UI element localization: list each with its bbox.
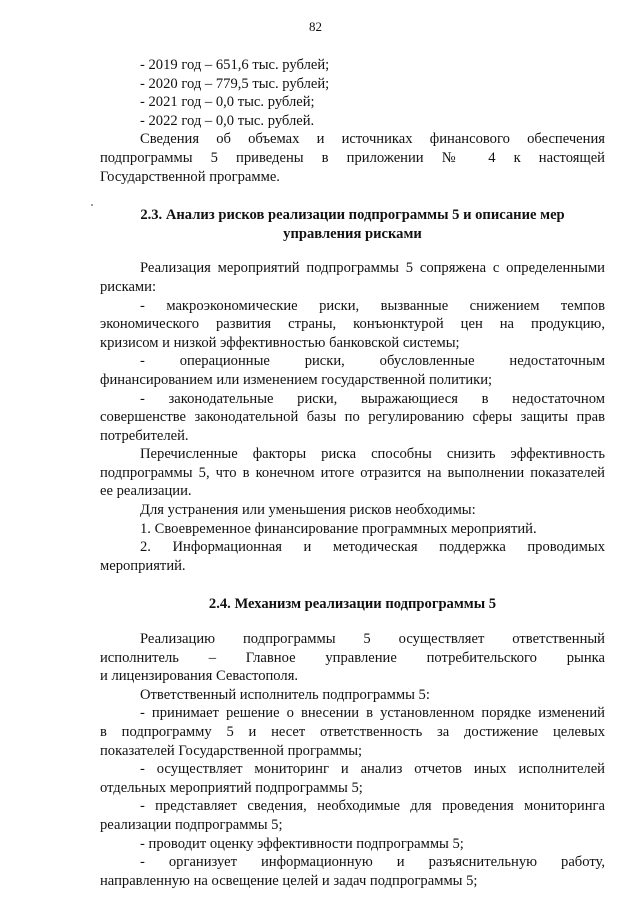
text-line: Реализация мероприятий подпрограммы 5 сопряжена с определенными	[140, 260, 605, 277]
executor-duty-4: - проводит оценку эффективности подпрограммы 5;	[140, 835, 464, 852]
heading-line: 2.3. Анализ рисков реализации подпрограммы 5 и описание мер	[140, 207, 565, 224]
text-line: подпрограммы 5, что в конечном итоге отразится на выполнении показателей	[100, 464, 605, 481]
text-line: рисками:	[100, 278, 157, 295]
text-line: экономического развития страны, конъюнктурой цен на продукцию,	[100, 316, 605, 333]
text-line: отдельных мероприятий подпрограммы 5;	[100, 779, 363, 796]
text-line: совершенстве законодательной базы по регулированию сферы защиты прав	[100, 409, 605, 426]
text-line: кризисом и низкой эффективностью банковской системы;	[100, 334, 460, 351]
measures-intro-line: Для устранения или уменьшения рисков необходимы:	[140, 502, 476, 519]
text-line: - организует информационную и разъяснительную работу,	[140, 854, 605, 871]
page-number: 82	[309, 19, 322, 34]
text-line: финансированием или изменением государственной политики;	[100, 371, 493, 388]
risk-factors-paragraph	[100, 445, 605, 501]
measure-item-2	[100, 538, 605, 575]
funding-year-line: - 2020 год – 779,5 тыс. рублей;	[140, 75, 330, 92]
executor-duty-1	[100, 704, 605, 760]
executor-intro-line: Ответственный исполнитель подпрограммы 5:	[140, 686, 430, 703]
text-line: и лицензирования Севастополя.	[100, 668, 299, 685]
text-line: ее реализации.	[100, 483, 192, 500]
text-line: мероприятий.	[100, 557, 186, 574]
text-line: Реализацию подпрограммы 5 осуществляет ответственный	[140, 631, 605, 648]
text-line: подпрограммы 5 приведены в приложении № 4 к настоящей	[100, 149, 605, 166]
section-heading-2-3	[100, 206, 605, 243]
text-line: направленную на освещение целей и задач подпрограммы 5;	[100, 872, 478, 889]
funding-year-line: - 2022 год – 0,0 тыс. рублей.	[140, 112, 315, 129]
measure-item-1: 1. Своевременное финансирование программных мероприятий.	[140, 520, 537, 537]
text-line: - принимает решение о внесении в установленном порядке изменений	[140, 705, 605, 722]
text-line: - операционные риски, обусловленные недостаточным	[140, 353, 605, 370]
risk-item-operational	[100, 352, 605, 389]
text-line: - осуществляет мониторинг и анализ отчетов иных исполнителей	[140, 761, 605, 778]
text-line: Перечисленные факторы риска способны снизить эффективность	[140, 446, 605, 463]
risk-item-legislative	[100, 390, 605, 446]
mechanism-paragraph	[100, 630, 605, 686]
page-body	[100, 56, 605, 890]
scan-speck	[91, 204, 93, 206]
heading-line: управления рисками	[283, 225, 422, 242]
text-line: - макроэкономические риски, вызванные снижением темпов	[140, 297, 605, 314]
text-line: - законодательные риски, выражающиеся в недостаточном	[140, 390, 605, 407]
text-line: - представляет сведения, необходимые для проведения мониторинга	[140, 798, 605, 815]
funding-year-line: - 2019 год – 651,6 тыс. рублей;	[140, 57, 330, 73]
executor-duty-3	[100, 797, 605, 834]
text-line: реализации подпрограммы 5;	[100, 816, 283, 833]
funding-year-list	[100, 56, 605, 130]
text-line: в подпрограмму 5 и несет ответственность за достижение целевых	[100, 724, 605, 740]
section-heading-2-4: 2.4. Механизм реализации подпрограммы 5	[208, 596, 497, 613]
funding-year-line: - 2021 год – 0,0 тыс. рублей;	[140, 94, 315, 111]
risk-item-macroeconomic	[100, 297, 605, 353]
text-line: показателей Государственной программы;	[100, 742, 363, 759]
executor-duty-5	[100, 853, 605, 890]
executor-duty-2	[100, 760, 605, 797]
text-line: Государственной программе.	[100, 168, 280, 185]
text-line: потребителей.	[100, 427, 189, 444]
risks-intro-paragraph	[100, 259, 605, 296]
text-line: 2. Информационная и методическая поддержка проводимых	[140, 539, 605, 556]
funding-paragraph	[100, 130, 605, 186]
text-line: исполнитель – Главное управление потребительского рынка	[100, 649, 605, 666]
text-line: Сведения об объемах и источниках финансового обеспечения	[140, 131, 605, 148]
